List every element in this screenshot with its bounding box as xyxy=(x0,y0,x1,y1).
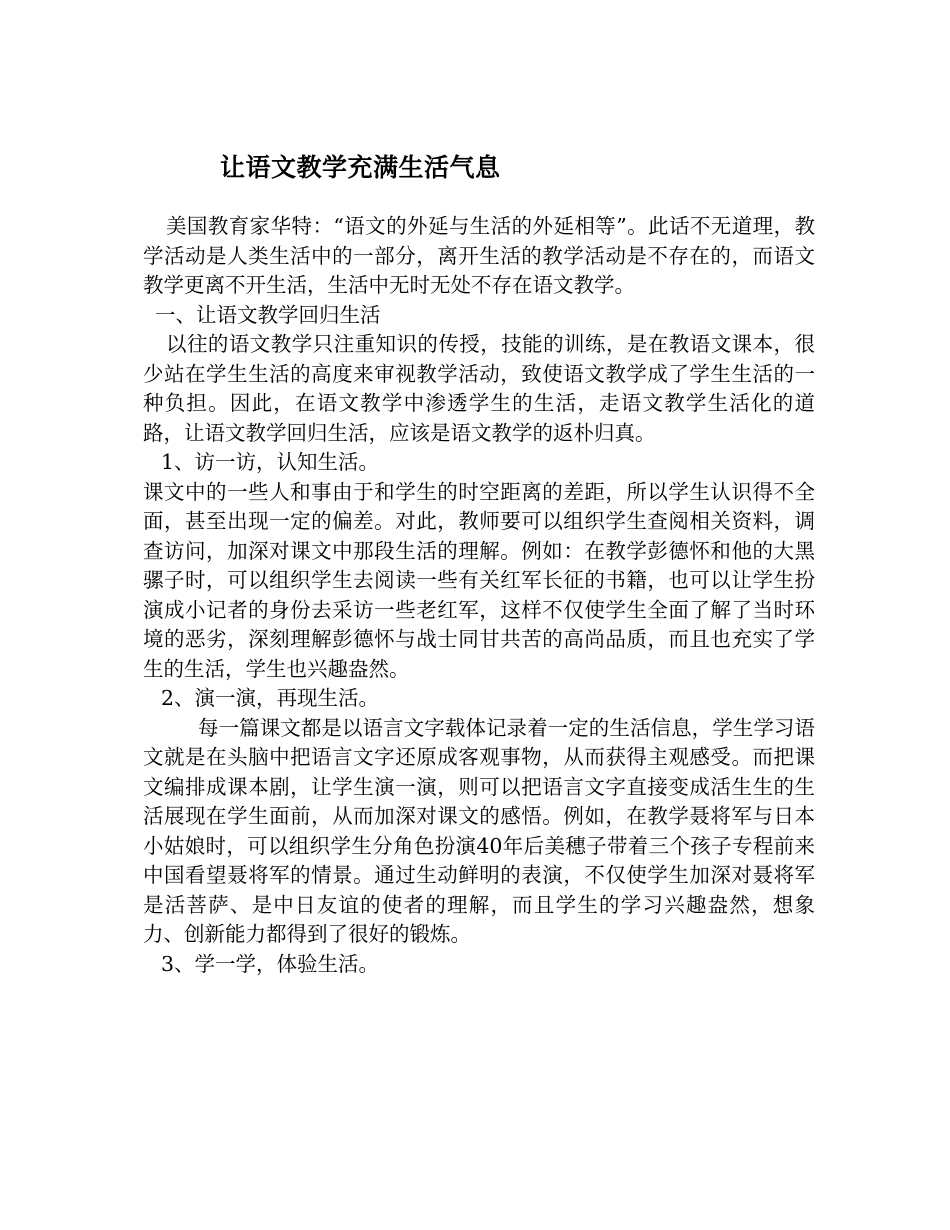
body-paragraph: 以往的语文教学只注重知识的传授，技能的训练，是在教语文课本，很少站在学生生活的高度来审视教学活动，致使语文教学成了学生生活的一种负担。因此，在语文教学中渗透学生的生活，走语文教学生活化的道路，让语文教学回归生活，应该是语文教学的返朴归真。 xyxy=(143,332,815,445)
document-title: 让语文教学充满生活气息 xyxy=(220,153,501,182)
body-paragraph: 课文中的一些人和事由于和学生的时空距离的差距，所以学生认识得不全面，甚至出现一定的偏差。对此，教师要可以组织学生查阅相关资料，调查访问，加深对课文中那段生活的理解。例如：在教学彭德怀和他的大黑骡子时，可以组织学生去阅读一些有关红军长征的书籍，也可以让学生扮演成小记者的身份去采访一些老红军，这样不仅使学生全面了解了当时环境的恶劣，深刻理解彭德怀与战士同甘共苦的高尚品质，而且也充实了学生的生活，学生也兴趣盎然。 xyxy=(143,479,815,681)
document-body xyxy=(143,212,815,979)
subsection-heading: 2、演一演，再现生活。 xyxy=(161,686,380,710)
subsection-heading: 1、访一访，认知生活。 xyxy=(161,450,380,474)
body-paragraph: 每一篇课文都是以语言文字载体记录着一定的生活信息，学生学习语文就是在头脑中把语言文字还原成客观事物，从而获得主观感受。而把课文编排成课本剧，让学生演一演，则可以把语言文字直接变成活生生的生活展现在学生面前，从而加深对课文的感悟。例如，在教学聂将军与日本小姑娘时，可以组织学生分角色扮演40年后美穗子带着三个孩子专程前来中国看望聂将军的情景。通过生动鲜明的表演，不仅使学生加深对聂将军是活菩萨、是中日友谊的使者的理解，而且学生的学习兴趣盎然，想象力、创新能力都得到了很好的锻炼。 xyxy=(143,715,815,946)
intro-paragraph: 美国教育家华特：“语文的外延与生活的外延相等”。此话不无道理，教学活动是人类生活中的一部分，离开生活的教学活动是不存在的，而语文教学更离不开生活，生活中无时无处不存在语文教学。 xyxy=(143,214,815,297)
section-heading: 一、让语文教学回归生活 xyxy=(155,302,381,327)
subsection-heading: 3、学一学，体验生活。 xyxy=(161,951,380,976)
